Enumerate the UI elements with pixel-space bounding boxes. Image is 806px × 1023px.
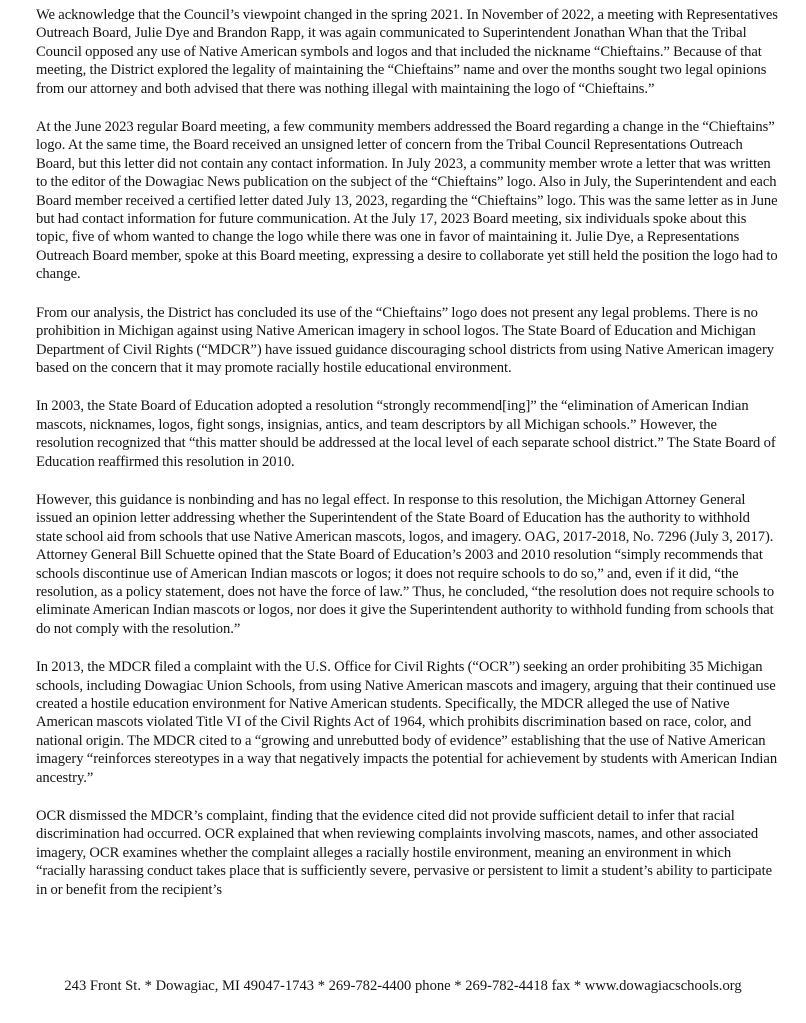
- paragraph-legal-analysis: From our analysis, the District has concluded its use of the “Chieftains” logo does not present any legal problems. There is no prohibition in Michigan against using Native American imagery in school logos. The State Board of Education and Michigan Department of Civil Rights (“MDCR”) have issued guidance discouraging school districts from using Native American imagery based on the concern that it may promote racially hostile educational environment.: [36, 304, 775, 376]
- letterhead-footer: 243 Front St. * Dowagiac, MI 49047-1743 * 269-782-4400 phone * 269-782-4418 fax * www.dowagiacschools.org: [64, 978, 742, 994]
- paragraph-council-viewpoint: We acknowledge that the Council’s viewpoint changed in the spring 2021. In November of 2022, a meeting with Representatives Outreach Board, Julie Dye and Brandon Rapp, it was again communicated to Superintendent Jonathan Whan that the Tribal Council opposed any use of Native American symbols and logos and that included the nickname “Chieftains.” Because of that meeting, the District explored the legality of maintaining the “Chieftains” name and over the months sought two legal opinions from our attorney and both advised that there was nothing illegal with maintaining the logo of “Chieftains.”: [36, 7, 778, 97]
- letter-body: [36, 6, 778, 919]
- paragraph-attorney-general-opinion: However, this guidance is nonbinding and has no legal effect. In response to this resolution, the Michigan Attorney General issued an opinion letter addressing whether the Superintendent of the State Board of Education has the authority to withhold state school aid from schools that use Native American mascots, logos, and imagery. OAG, 2017-2018, No. 7296 (July 3, 2017). Attorney General Bill Schuette opined that the State Board of Education’s 2003 and 2010 resolution “simply recommends that schools discontinue use of American Indian mascots or logos; it does not require schools to do so,” and, even if it did, “the resolution, as a policy statement, does not have the force of law.” Thus, he concluded, “the resolution does not require schools to eliminate American Indian mascots or logos, nor does it give the Superintendent authority to withhold funding from schools that do not comply with the resolution.”: [36, 491, 775, 637]
- paragraph-board-meetings: At the June 2023 regular Board meeting, a few community members addressed the Board regarding a change in the “Chieftains” logo. At the same time, the Board received an unsigned letter of concern from the Tribal Council Representations Outreach Board, but this letter did not contain any contact information. In July 2023, a community member wrote a letter that was written to the editor of the Dowagiac News publication on the subject of the “Chieftains” logo. Also in July, the Superintendent and each Board member received a certified letter dated July 13, 2023, regarding the “Chieftains” logo. This was the same letter as in June but had contact information for future communication. At the July 17, 2023 Board meeting, six individuals spoke about this topic, five of whom wanted to change the logo while there was one in favor of maintaining it. Julie Dye, a Representations Outreach Board member, spoke at this Board meeting, expressing a desire to collaborate yet still held the position the logo had to change.: [36, 119, 778, 283]
- paragraph-mdcr-complaint: In 2013, the MDCR filed a complaint with the U.S. Office for Civil Rights (“OCR”) seeking an order prohibiting 35 Michigan schools, including Dowagiac Union Schools, from using Native American mascots and imagery, arguing that their continued use created a hostile education environment for Native American students. Specifically, the MDCR alleged the use of Native American mascots violated Title VI of the Civil Rights Act of 1964, which prohibits discrimination based on race, color, and national origin. The MDCR cited to a “growing and unrebutted body of evidence” establishing that the use of Native American imagery “reinforces stereotypes in a way that negatively impacts the potential for achievement by students with American Indian ancestry.”: [36, 659, 778, 786]
- paragraph-ocr-dismissal: OCR dismissed the MDCR’s complaint, finding that the evidence cited did not provide sufficient detail to infer that racial discrimination had occurred. OCR explained that when reviewing complaints involving mascots, names, and other associated imagery, OCR examines whether the complaint alleges a racially hostile environment, meaning an environment in which “racially harassing conduct takes place that is sufficiently severe, pervasive or persistent to limit a student’s ability to participate in or benefit from the recipient’s: [36, 808, 773, 898]
- paragraph-2003-resolution: In 2003, the State Board of Education adopted a resolution “strongly recommend[ing]” the “elimination of American Indian mascots, nicknames, logos, fight songs, insignias, antics, and team descriptors by all Michigan schools.” However, the resolution recognized that “this matter should be addressed at the local level of each separate school district.” The State Board of Education reaffirmed this resolution in 2010.: [36, 398, 776, 470]
